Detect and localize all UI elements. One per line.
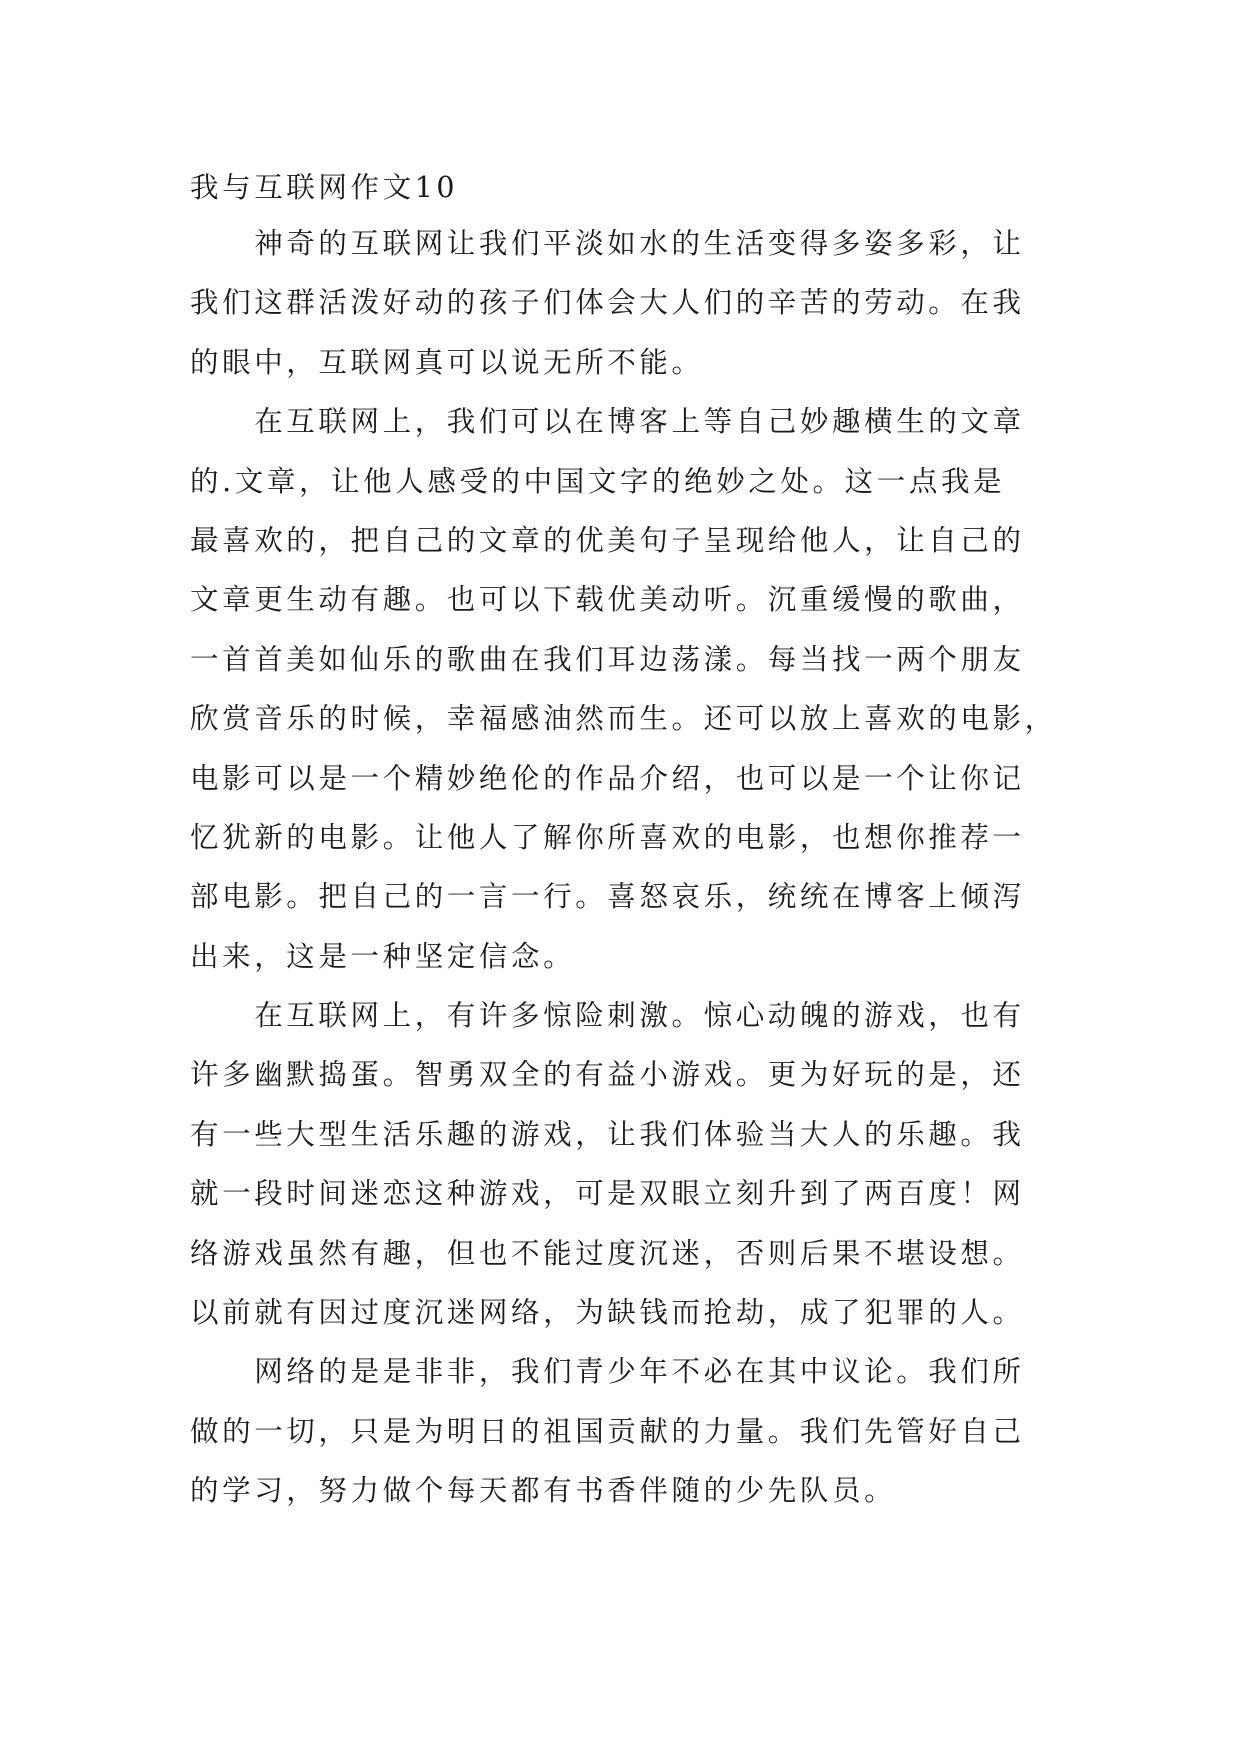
text-line: 欣赏音乐的时候，幸福感油然而生。还可以放上喜欢的电影， <box>190 702 1057 736</box>
paragraph-1 <box>190 214 1050 392</box>
paragraph-3 <box>190 986 1050 1342</box>
paragraph-2 <box>190 392 1057 986</box>
text-line: 电影可以是一个精妙绝伦的作品介绍，也可以是一个让你记 <box>190 761 1025 795</box>
text-line: 许多幽默捣蛋。智勇双全的有益小游戏。更为好玩的是，还 <box>190 1058 1025 1092</box>
text-line: 的.文章，让他人感受的中国文字的绝妙之处。这一点我是 <box>190 464 1006 498</box>
text-line: 一首首美如仙乐的歌曲在我们耳边荡漾。每当找一两个朋友 <box>190 642 1025 676</box>
text-line: 的学习，努力做个每天都有书香伴随的少先队员。 <box>190 1474 897 1508</box>
text-line: 最喜欢的，把自己的文章的优美句子呈现给他人，让自己的 <box>190 523 1025 557</box>
text-line: 的眼中，互联网真可以说无所不能。 <box>190 345 704 379</box>
text-line: 部电影。把自己的一言一行。喜怒哀乐，统统在博客上倾泻 <box>190 880 1025 914</box>
text-line: 有一些大型生活乐趣的游戏，让我们体验当大人的乐趣。我 <box>190 1117 1025 1151</box>
document-body <box>190 162 1057 1521</box>
document-title: 我与互联网作文10 <box>190 171 459 204</box>
text-line: 就一段时间迷恋这种游戏，可是双眼立刻升到了两百度！网 <box>190 1177 1025 1211</box>
text-line: 在互联网上，有许多惊险刺激。惊心动魄的游戏，也有 <box>190 999 1025 1033</box>
text-line: 以前就有因过度沉迷网络，为缺钱而抢劫，成了犯罪的人。 <box>190 1296 1025 1330</box>
text-line: 忆犹新的电影。让他人了解你所喜欢的电影，也想你推荐一 <box>190 820 1025 854</box>
text-line: 我们这群活泼好动的孩子们体会大人们的辛苦的劳动。在我 <box>190 286 1025 320</box>
text-line: 文章更生动有趣。也可以下载优美动听。沉重缓慢的歌曲， <box>190 583 1025 617</box>
text-line: 神奇的互联网让我们平淡如水的生活变得多姿多彩，让 <box>190 227 1025 260</box>
text-line: 络游戏虽然有趣，但也不能过度沉迷，否则后果不堪设想。 <box>190 1236 1025 1270</box>
text-line: 出来，这是一种坚定信念。 <box>190 939 576 973</box>
text-line: 网络的是是非非，我们青少年不必在其中议论。我们所 <box>190 1355 1025 1389</box>
text-line: 在互联网上，我们可以在博客上等自己妙趣横生的文章 <box>190 405 1025 439</box>
text-line: 做的一切，只是为明日的祖国贡献的力量。我们先管好自己 <box>190 1414 1025 1448</box>
paragraph-4 <box>190 1342 1050 1520</box>
